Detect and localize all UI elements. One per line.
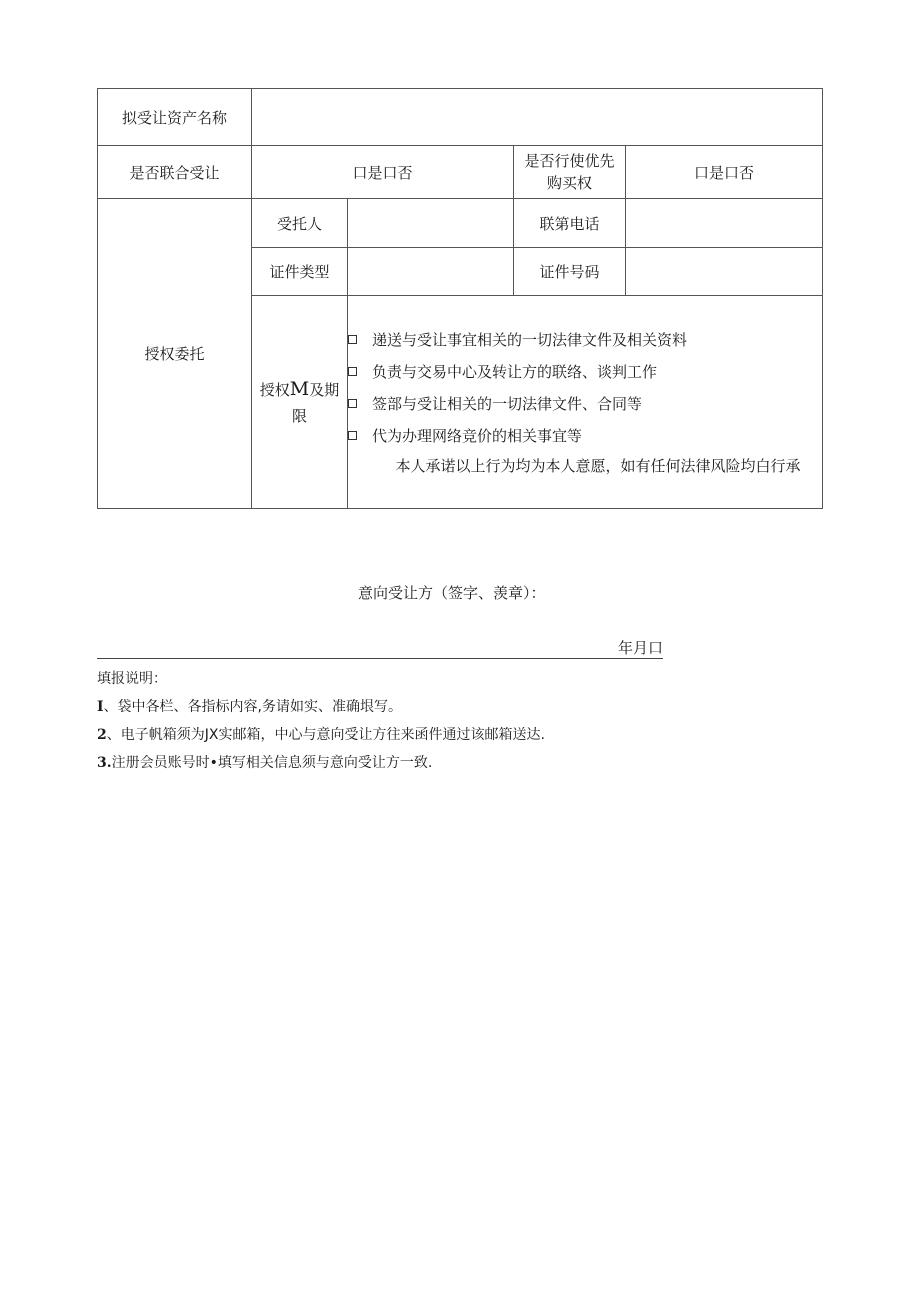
scope-label-symbol: M [289,377,310,400]
priority-purchase-text: 是否行使优先购买权 [524,152,615,192]
filling-notes [97,665,545,777]
scope-item[interactable] [348,355,822,387]
checkbox-icon[interactable] [348,335,357,344]
scope-item[interactable] [348,419,822,451]
joint-transfer-label: 是否联合受让 [98,146,252,199]
transfer-form-table [97,88,823,509]
scope-item[interactable] [348,387,822,419]
commitment-text: 本人承诺以上行为均为本人意愿，如有任何法律风险均白行承 [395,457,801,475]
scope-item-text: 递送与受让事宜相关的一切法律文件及相关资料 [372,330,688,349]
id-type-field[interactable] [348,248,514,296]
joint-transfer-options[interactable]: 口是口否 [252,146,514,199]
asset-name-label: 拟受让资产名称 [98,89,252,146]
scope-item-text: 签部与受让相关的一切法律文件、合同等 [372,394,643,413]
phone-label: 联第电话 [514,199,626,248]
checkbox-icon[interactable] [348,399,357,408]
trustee-label: 受托人 [252,199,348,248]
scope-item-text: 代为办理网络竞价的相关事宜等 [372,426,583,445]
trustee-field[interactable] [348,199,514,248]
note-number: I [97,699,104,715]
note-text: 、袋中各栏、各指标内容,务请如实、准确垠写。 [103,699,403,715]
signature-date-line[interactable] [97,638,663,659]
authorization-label: 授权委托 [98,199,252,509]
asset-name-field[interactable] [252,89,823,146]
checkbox-icon[interactable] [348,431,357,440]
priority-purchase-options[interactable]: 口是口否 [626,146,823,199]
note-text: 注册会员账号时•填写相关信息须与意向受让方一致. [111,755,433,771]
signature-label: 意向受让方（签字、羡章）： [358,584,546,602]
id-type-label: 证件类型 [252,248,348,296]
note-item [97,693,545,721]
scope-label-suffix: 及期限 [291,380,340,425]
scope-item[interactable] [348,323,822,355]
notes-title: 填报说明： [97,671,167,687]
note-number: 3. [97,755,112,771]
checkbox-icon[interactable] [348,367,357,376]
note-item [97,721,545,749]
scope-list [348,296,823,509]
signature-date: 年月口 [617,639,663,657]
note-item [97,749,545,777]
note-text: 、电子帆箱须为JX实邮箱，中心与意向受让方往来函件通过该邮箱送达. [106,727,545,743]
id-number-label: 证件号码 [514,248,626,296]
scope-item-text: 负责与交易中心及转让方的联络、谈判工作 [372,362,658,381]
phone-field[interactable] [626,199,823,248]
scope-label-prefix: 授权 [259,380,290,399]
scope-label [252,296,348,509]
note-number: 2 [97,727,107,743]
priority-purchase-label [514,146,626,199]
id-number-field[interactable] [626,248,823,296]
